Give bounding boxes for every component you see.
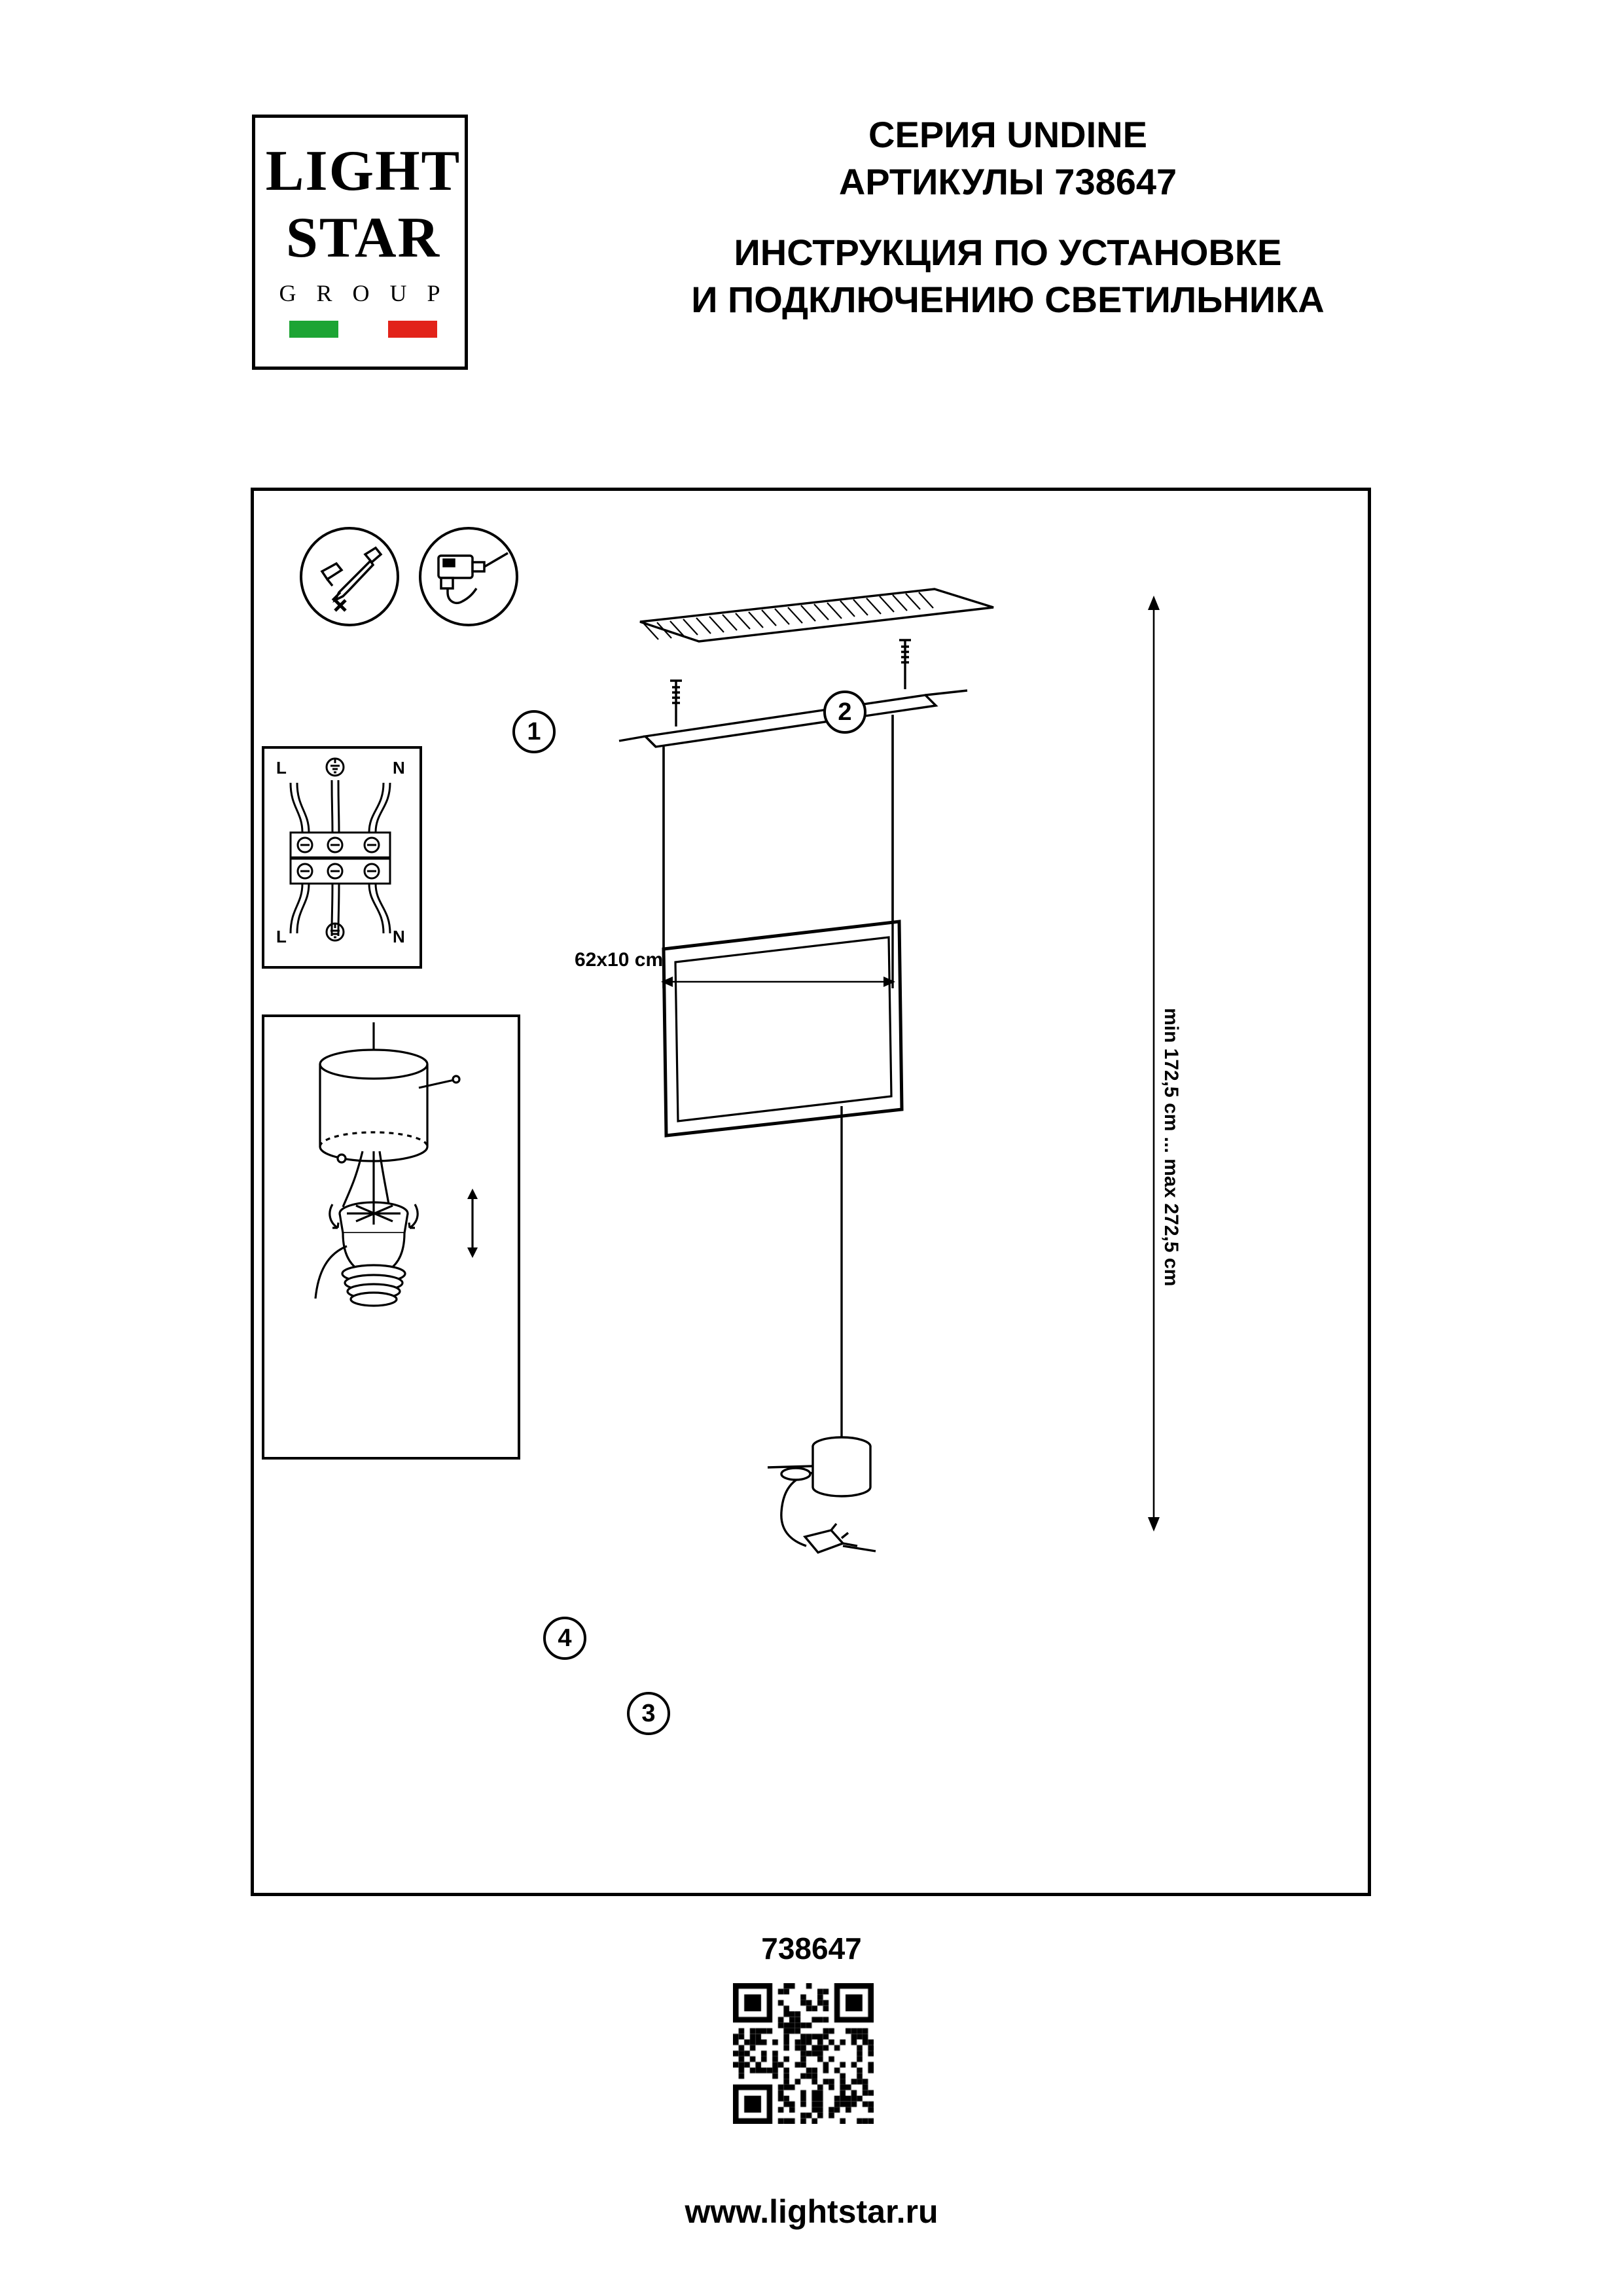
wire-label-N-bottom: N — [393, 927, 405, 946]
header-titles — [497, 111, 1518, 323]
qr-code — [733, 1983, 874, 2124]
assembly-drawing — [535, 530, 1353, 1839]
logo-text-star: STAR — [285, 206, 441, 270]
drill-icon — [419, 527, 518, 626]
callout-1: 1 — [512, 710, 556, 753]
installation-diagram-frame — [251, 488, 1371, 1896]
logo-text-group: G R O U P — [279, 280, 448, 306]
brand-logo — [252, 115, 468, 370]
wiring-diagram — [262, 746, 422, 969]
wire-label-N-top: N — [393, 758, 405, 778]
instruction-title-line1: ИНСТРУКЦИЯ ПО УСТАНОВКЕ — [734, 232, 1282, 273]
tool-icon-row — [300, 527, 562, 632]
page-header — [0, 98, 1623, 406]
dimension-horizontal-label: 62x10 cm — [575, 949, 664, 971]
wire-label-L-bottom: L — [276, 927, 287, 946]
wire-label-L-top: L — [276, 758, 287, 778]
italy-flag-icon — [289, 321, 437, 338]
callout-3: 3 — [627, 1692, 670, 1735]
footer-website: www.lightstar.ru — [685, 2193, 938, 2230]
logo-text-light: LIGHT — [265, 139, 461, 203]
callout-4: 4 — [543, 1617, 586, 1660]
series-title: СЕРИЯ UNDINE — [868, 114, 1147, 155]
dimension-vertical-label: min 172,5 cm ... max 272,5 cm — [1160, 1008, 1182, 1287]
no-screwdriver-icon — [300, 527, 399, 626]
callout-2: 2 — [823, 691, 866, 734]
article-title: АРТИКУЛЫ 738647 — [838, 161, 1177, 202]
lamp-detail-diagram — [262, 1014, 520, 1460]
footer-article-code: 738647 — [761, 1931, 862, 1965]
qr-code-canvas — [733, 1983, 874, 2124]
instruction-title-line2: И ПОДКЛЮЧЕНИЮ СВЕТИЛЬНИКА — [691, 279, 1325, 320]
